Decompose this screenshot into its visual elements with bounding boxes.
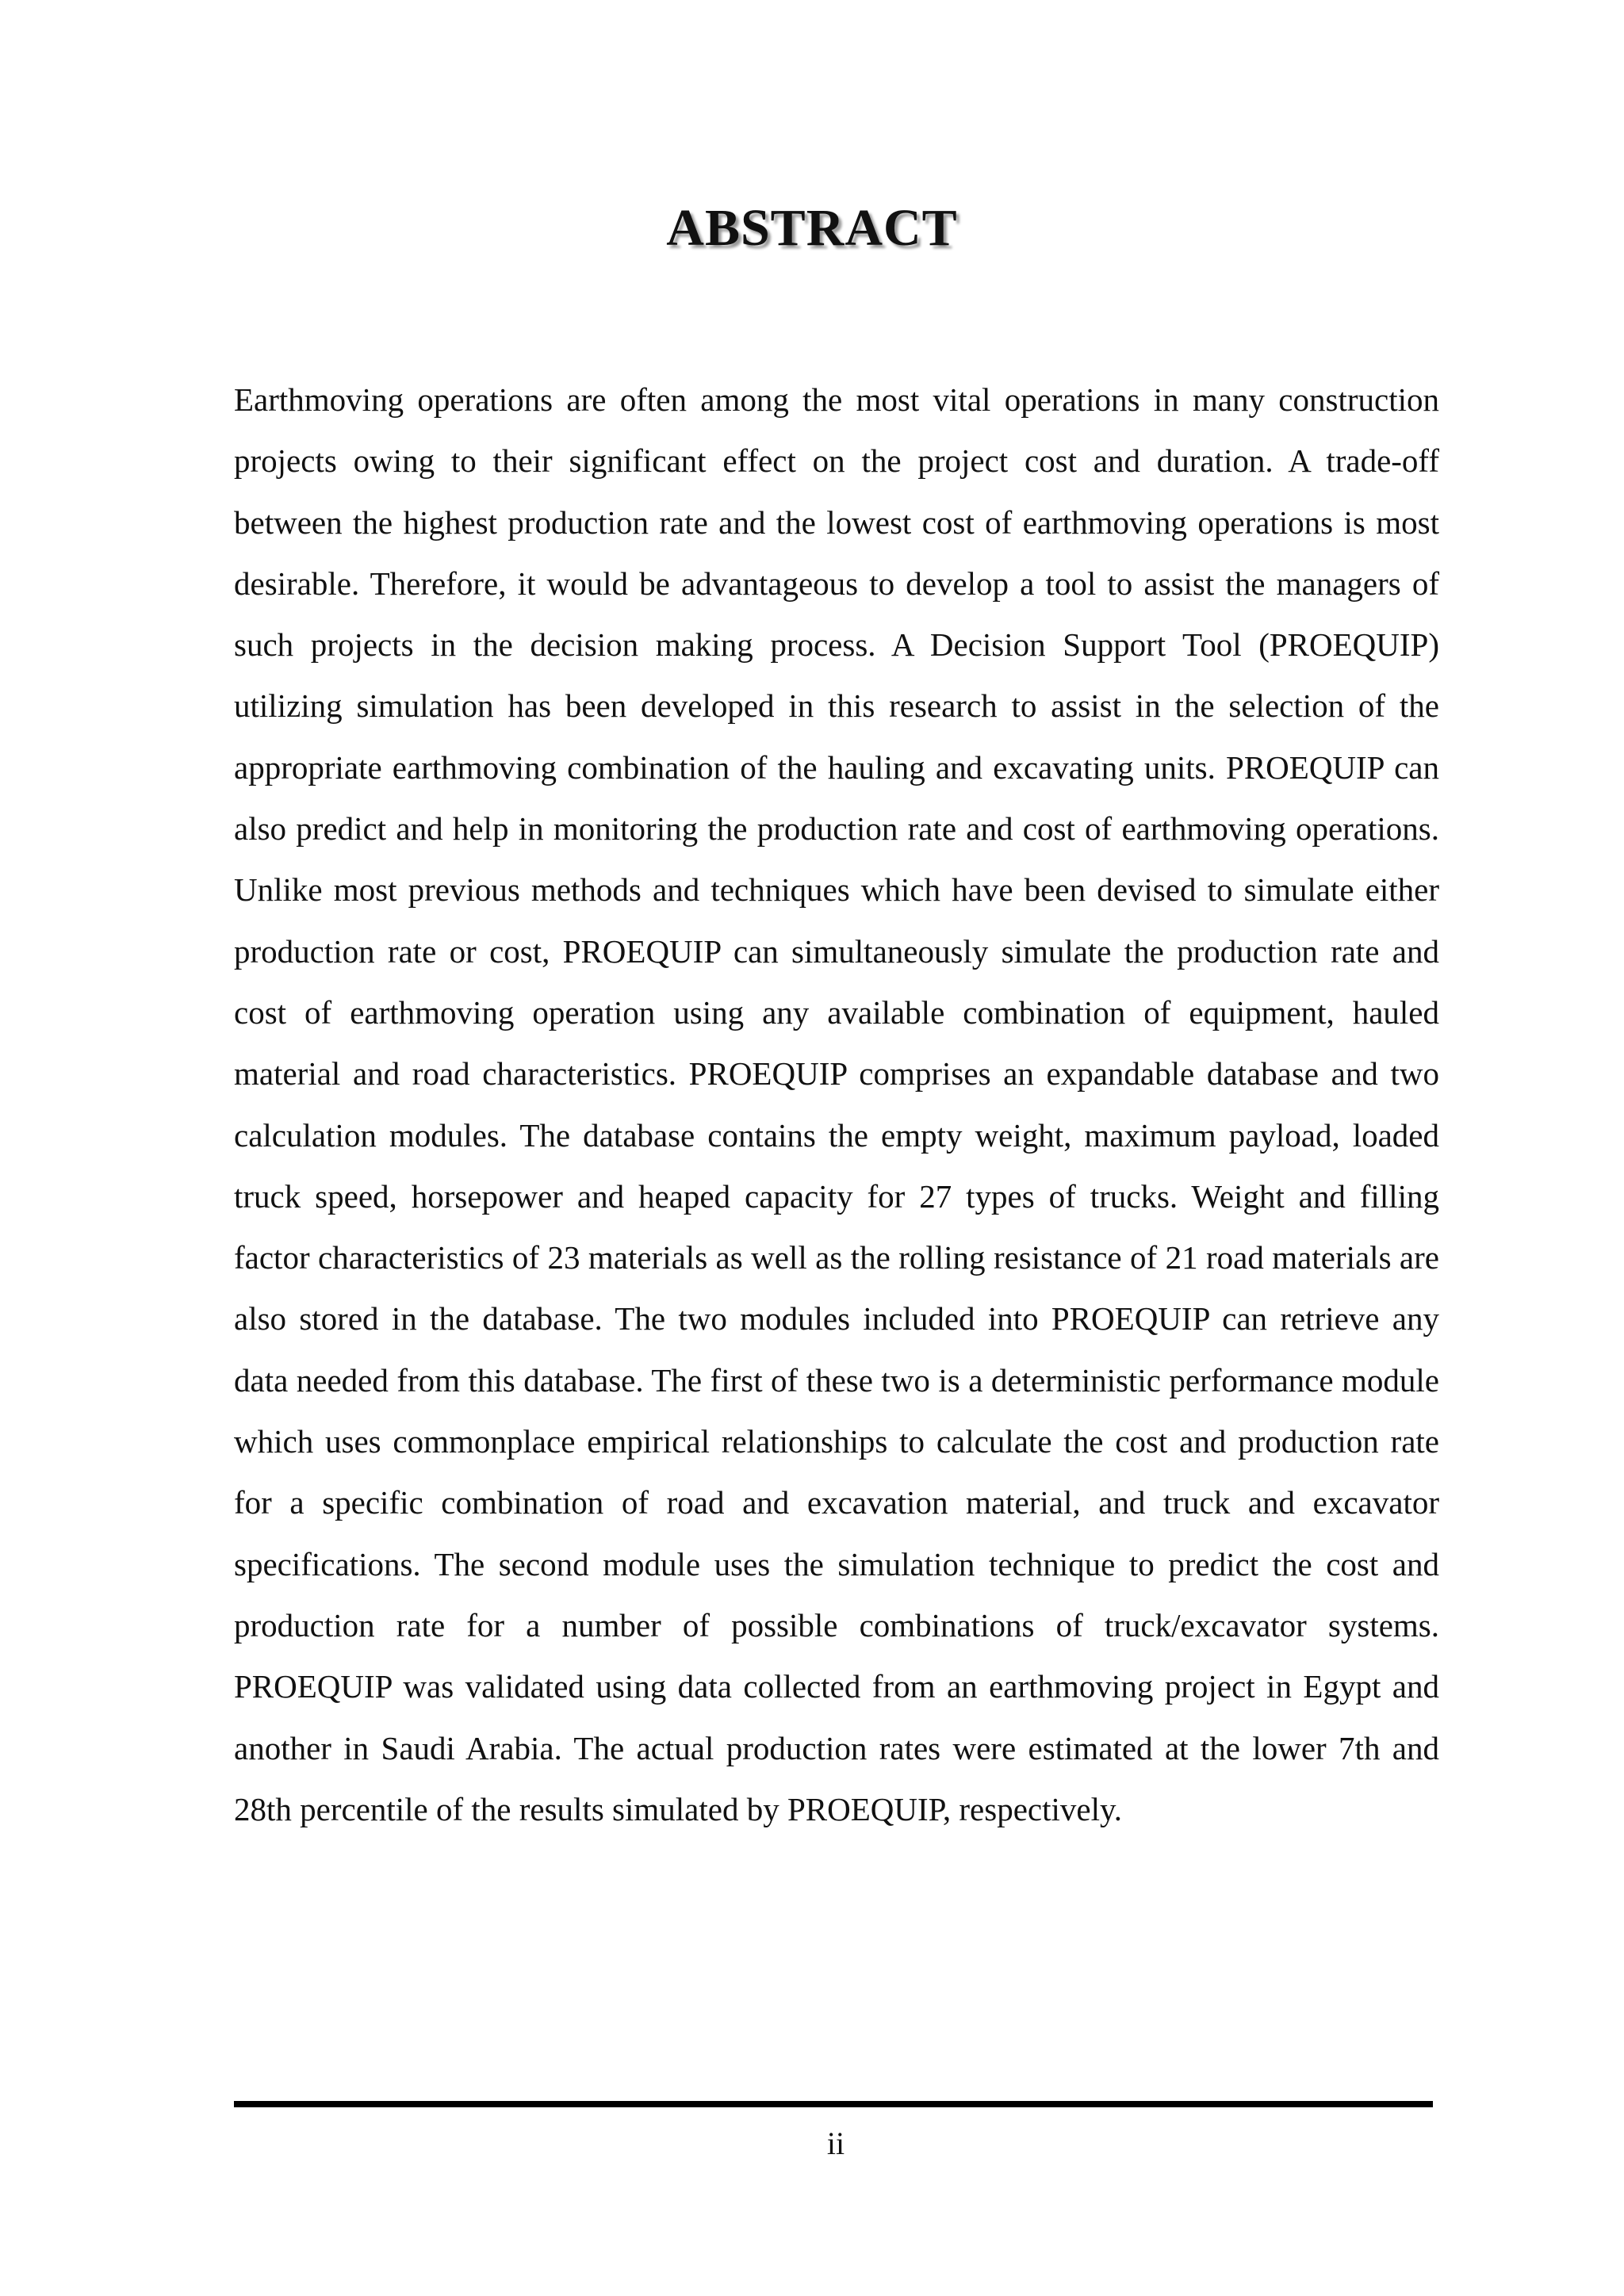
footer-divider — [234, 2101, 1433, 2107]
page-title: ABSTRACT — [666, 199, 958, 257]
abstract-paragraph: Earthmoving operations are often among the most vital operations in many construction projects owing to their significant effect on the project cost and duration. A trade-off between the highest production rate and the lowest cost of earthmoving operations is most desirable. Therefore, it would be advantageous to develop a tool to assist the managers of such projects in the decision making process. A Decision Support Tool (PROEQUIP) utilizing simulation has been developed in this research to assist in the selection of the appropriate earthmoving combination of the hauling and excavating units. PROEQUIP can also predict and help in monitoring the production rate and cost of earthmoving operations. Unlike most previous methods and techniques which have been devised to simulate either production rate or cost, PROEQUIP can simultaneously simulate the production rate and cost of earthmoving operation using any available combination of equipment, hauled material and road characteristics. PROEQUIP comprises an expandable database and two calculation modules. The database contains the empty weight, maximum payload, loaded truck speed, horsepower and heaped capacity for 27 types of trucks. Weight and filling factor characteristics of 23 materials as well as the rolling resistance of 21 road materials are also stored in the database. The two modules included into PROEQUIP can retrieve any data needed from this database. The first of these two is a deterministic performance module which uses commonplace empirical relationships to calculate the cost and production rate for a specific combination of road and excavation material, and truck and excavator specifications. The second module uses the simulation technique to predict the cost and production rate for a number of possible combinations of truck/excavator systems. PROEQUIP was validated using data collected from an earthmoving project in Egypt and another in Saudi Arabia. The actual production rates were estimated at the lower 7th and 28th percentile of the results simulated by PROEQUIP, respectively. — [234, 381, 1439, 1827]
page-number: ii — [826, 2126, 845, 2161]
